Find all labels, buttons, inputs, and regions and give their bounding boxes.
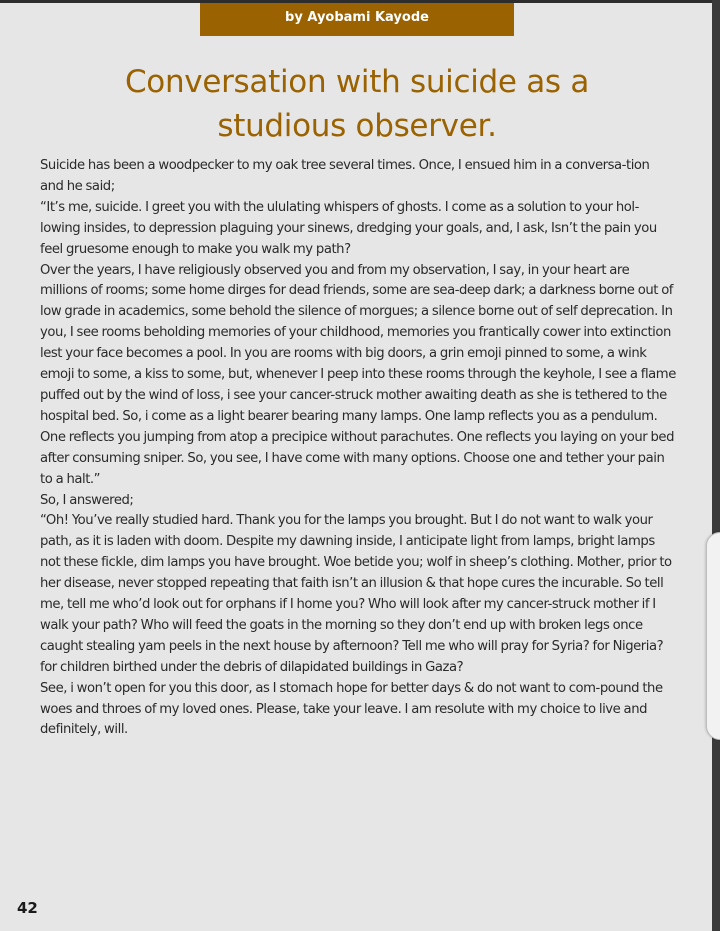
page-number: 42 [17,899,38,917]
paragraph-5: “Oh! You’ve really studied hard. Thank you for the lamps you brought. But I do not want to walk your path, as it is laden with doom. Despite my dawning inside, I anticipate light from lamps, bright lamps not these fickle, dim lamps you have brought. Woe betide you; wolf in sheep’s clothing. Mother, prior to her disease, never stopped repeating that faith isn’t an illusion & that hope cures the incurable. So tell me, tell me who’d look out for orphans if I home you? Who will look after my cancer-struck mother if I walk your path? Who will feed the goats in the morning so they don’t end up with broken legs once caught stealing yam peels in the next house by afternoon? Tell me who will pray for Syria? for Nigeria? for children birthed under the debris of dilapidated buildings in Gaza? [40,513,672,675]
paragraph-6: See, i won’t open for you this door, as I stomach hope for better days & do not want to com-pound the woes and throes of my loved ones. Please, take your leave. I am resolute with my choice to live and definitely, will. [40,680,663,738]
title-line-2: studious observer. [217,108,497,144]
paragraph-1: Suicide has been a woodpecker to my oak tree several times. Once, I ensued him in a conversa-tion and he said; [40,158,650,194]
paragraph-2: “It’s me, suicide. I greet you with the ululating whispers of ghosts. I come as a solution to your hol-lowing insides, to depression plaguing your sinews, dredging your goals, and, I ask, Isn’t the pain you feel gruesome enough to make you walk my path? [40,199,657,257]
page-title [80,60,634,148]
page-turn-handle[interactable] [706,532,720,740]
paragraph-4: So, I answered; [40,492,134,508]
author-banner [200,3,514,36]
paragraph-3: Over the years, I have religiously observed you and from my observation, I say, in your heart are millions of rooms; some home dirges for dead friends, some are sea-deep dark; a darkness borne out of low grade in academics, some behold the silence of morgues; a silence borne out of self deprecation. In you, I see rooms beholding memories of your childhood, memories you frantically cower into extinction lest your face becomes a pool. In you are rooms with big doors, a grin emoji pinned to some, a wink emoji to some, a kiss to some, but, whenever I peep into these rooms through the keyhole, I see a flame puffed out by the wind of loss, i see your cancer-struck mother awaiting death as she is tethered to the hospital bed. So, i come as a light bearer bearing many lamps. One lamp reflects you as a pendulum. One reflects you jumping from atop a precipice without parachutes. One reflects you laying on your bed after consuming sniper. So, you see, I have come with many options. Choose one and tether your pain to a halt.” [40,262,676,487]
viewer-edge [712,0,720,931]
title-line-1: Conversation with suicide as a [124,64,590,100]
author-byline: by Ayobami Kayode [285,10,429,25]
poem-body [40,156,676,741]
